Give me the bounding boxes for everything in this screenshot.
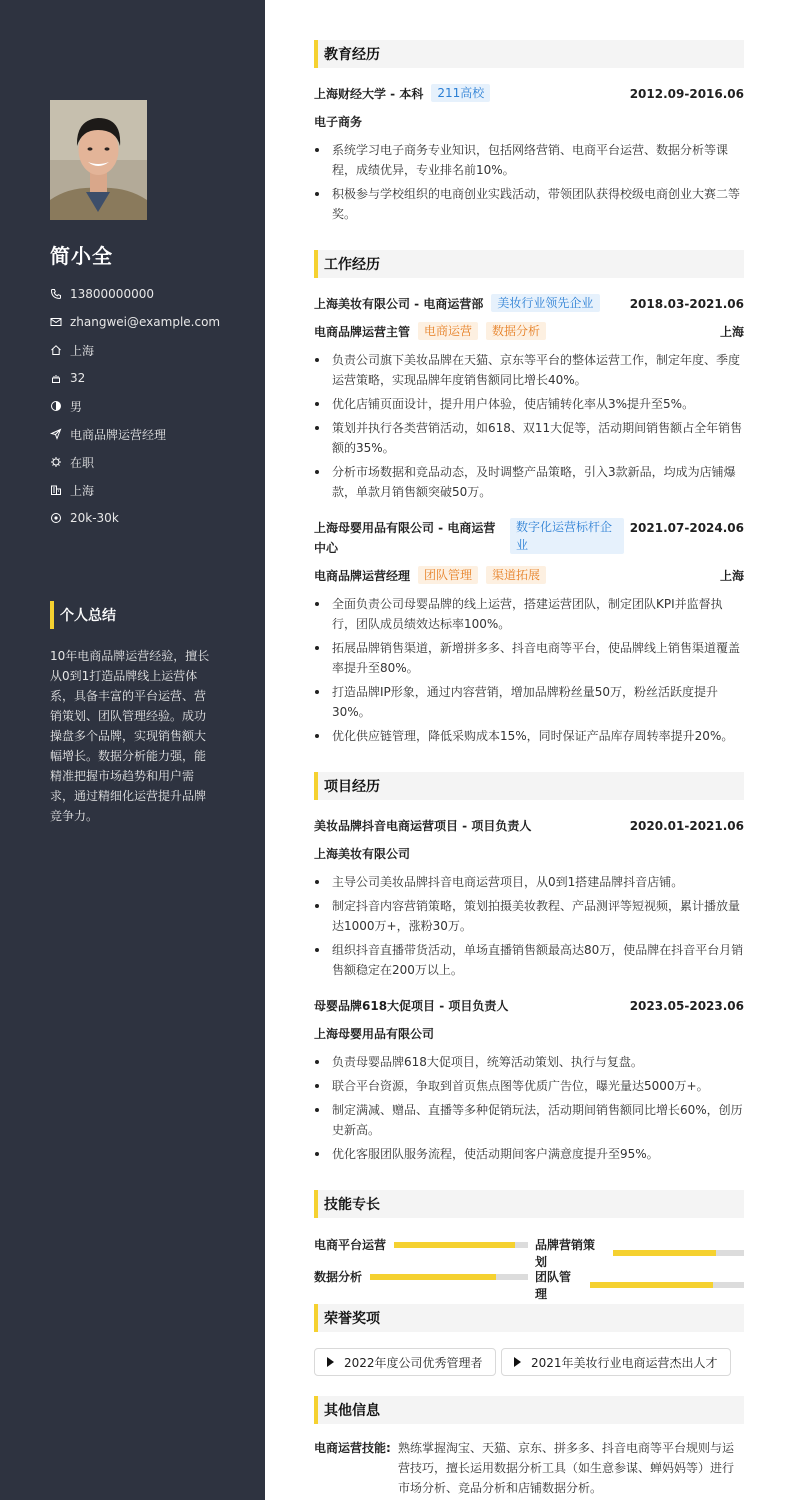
job-tag: 渠道拓展 — [486, 566, 546, 584]
location-value: 上海 — [70, 343, 95, 358]
skill-bar — [370, 1274, 528, 1280]
mail-icon — [50, 316, 62, 328]
company-tag: 数字化运营标杆企业 — [510, 518, 624, 554]
other-info — [314, 1438, 744, 1498]
skill-bar-fill — [590, 1282, 713, 1288]
contact-info — [50, 280, 255, 532]
list-item: 优化店铺页面设计，提升用户体验，使店铺转化率从3%提升至5%。 — [314, 394, 744, 414]
phone-icon — [50, 288, 62, 300]
projects-section-title: 项目经历 — [314, 772, 744, 800]
award-chip — [501, 1348, 731, 1376]
awards-section-title: 荣誉奖项 — [314, 1304, 744, 1332]
age-value: 32 — [70, 371, 86, 385]
skill-name: 数据分析 — [314, 1270, 363, 1284]
project-bullets — [314, 872, 744, 984]
education-section-title: 教育经历 — [314, 40, 744, 68]
list-item: 负责母婴品牌618大促项目，统筹活动策划、执行与复盘。 — [314, 1052, 744, 1072]
list-item: 制定满减、赠品、直播等多种促销玩法，活动期间销售额同比增长60%，创历史新高。 — [314, 1100, 744, 1140]
building-icon — [50, 484, 62, 496]
skill-bar — [613, 1250, 744, 1256]
project-name: 母婴品牌618大促项目 - 项目负责人 — [314, 999, 509, 1013]
job-position-row — [314, 566, 744, 586]
job-tag: 电商运营 — [418, 322, 478, 340]
skill-bar-fill — [613, 1250, 717, 1256]
list-item: 打造品牌IP形象，通过内容营销，增加品牌粉丝量50万，粉丝活跃度提升30%。 — [314, 682, 744, 722]
info-target-city — [50, 476, 255, 504]
info-status — [50, 448, 255, 476]
skill-item — [535, 1236, 744, 1270]
info-location — [50, 336, 255, 364]
school-name: 上海财经大学 - 本科 — [314, 87, 424, 101]
email-value: zhangwei@example.com — [70, 315, 221, 329]
work-section-title: 工作经历 — [314, 250, 744, 278]
job-header — [314, 294, 744, 314]
info-email — [50, 308, 255, 336]
project-bullets — [314, 1052, 744, 1168]
job-position-row — [314, 322, 744, 342]
job-bullets — [314, 350, 744, 506]
status-icon — [50, 456, 62, 468]
list-item: 主导公司美妆品牌抖音电商运营项目，从0到1搭建品牌抖音店铺。 — [314, 872, 744, 892]
project-name: 美妆品牌抖音电商运营项目 - 项目负责人 — [314, 819, 532, 833]
job-city: 上海 — [719, 569, 744, 583]
job-bullets — [314, 594, 744, 750]
list-item: 全面负责公司母婴品牌的线上运营，搭建运营团队，制定团队KPI并监督执行，团队成员绩效达标率100%。 — [314, 594, 744, 634]
summary-title: 个人总结 — [50, 601, 210, 629]
education-period: 2012.09-2016.06 — [629, 87, 744, 101]
project-header — [314, 996, 744, 1016]
info-salary — [50, 504, 255, 532]
job-period: 2018.03-2021.06 — [629, 297, 744, 311]
skill-bar — [590, 1282, 744, 1288]
skill-item — [535, 1268, 744, 1302]
other-section-title: 其他信息 — [314, 1396, 744, 1424]
other-label: 电商运营技能: — [314, 1441, 391, 1455]
job-tag: 数据分析 — [486, 322, 546, 340]
skills-section-title: 技能专长 — [314, 1190, 744, 1218]
list-item: 优化客服团队服务流程，使活动期间客户满意度提升至95%。 — [314, 1144, 744, 1164]
target-job-value: 电商品牌运营经理 — [70, 427, 167, 442]
other-text: 熟练掌握淘宝、天猫、京东、拼多多、抖音电商等平台规则与运营技巧，擅长运用数据分析工具（如生意参谋、蝉妈妈等）进行市场分析、竞品分析和店铺数据分析。 — [398, 1441, 735, 1495]
skill-name: 电商平台运营 — [314, 1238, 387, 1252]
cake-icon — [50, 372, 62, 384]
info-phone — [50, 280, 255, 308]
info-gender — [50, 392, 255, 420]
skill-bar-fill — [370, 1274, 496, 1280]
school-tag: 211高校 — [431, 84, 490, 102]
list-item: 负责公司旗下美妆品牌在天猫、京东等平台的整体运营工作，制定年度、季度运营策略，实现品牌年度销售额同比增长40%。 — [314, 350, 744, 390]
info-age — [50, 364, 255, 392]
triangle-icon — [327, 1357, 334, 1367]
gender-icon — [50, 400, 62, 412]
salary-icon — [50, 512, 62, 524]
project-period: 2023.05-2023.06 — [629, 999, 744, 1013]
job-period: 2021.07-2024.06 — [629, 521, 744, 535]
award-label: 2021年美妆行业电商运营杰出人才 — [531, 1355, 718, 1370]
company-tag: 美妆行业领先企业 — [491, 294, 600, 312]
award-chip — [314, 1348, 496, 1376]
candidate-name: 简小全 — [50, 244, 113, 268]
skill-item — [314, 1268, 528, 1285]
list-item: 系统学习电子商务专业知识，包括网络营销、电商平台运营、数据分析等课程，成绩优异，专业排名前10%。 — [314, 140, 744, 180]
gender-value: 男 — [70, 399, 83, 414]
phone-value: 13800000000 — [70, 287, 154, 301]
list-item: 优化供应链管理，降低采购成本15%，同时保证产品库存周转率提升20%。 — [314, 726, 744, 746]
list-item: 积极参与学校组织的电商创业实践活动，带领团队获得校级电商创业大赛二等奖。 — [314, 184, 744, 224]
job-header — [314, 518, 744, 558]
project-period: 2020.01-2021.06 — [629, 819, 744, 833]
home-icon — [50, 344, 62, 356]
sidebar — [0, 0, 265, 1500]
award-label: 2022年度公司优秀管理者 — [344, 1355, 483, 1370]
project-org: 上海母婴用品有限公司 — [314, 1027, 435, 1041]
job-position: 电商品牌运营主管 — [314, 325, 411, 339]
info-target-job — [50, 420, 255, 448]
skill-bar — [394, 1242, 528, 1248]
job-city: 上海 — [719, 325, 744, 339]
skill-bar-fill — [394, 1242, 515, 1248]
list-item: 拓展品牌销售渠道，新增拼多多、抖音电商等平台，使品牌线上销售渠道覆盖率提升至80%。 — [314, 638, 744, 678]
education-header — [314, 84, 744, 104]
job-company: 上海美妆有限公司 - 电商运营部 — [314, 297, 484, 311]
list-item: 联合平台资源，争取到首页焦点图等优质广告位，曝光量达5000万+。 — [314, 1076, 744, 1096]
target-city-value: 上海 — [70, 483, 95, 498]
education-bullets — [314, 140, 744, 228]
project-org: 上海美妆有限公司 — [314, 847, 411, 861]
avatar — [50, 100, 147, 220]
avatar-photo — [50, 100, 147, 220]
list-item: 制定抖音内容营销策略，策划拍摄美妆教程、产品测评等短视频，累计播放量达1000万+，涨粉30万。 — [314, 896, 744, 936]
summary-text: 10年电商品牌运营经验，擅长从0到1打造品牌线上运营体系，具备丰富的平台运营、营销策划、团队管理经验。成功操盘多个品牌，实现销售额大幅增长。数据分析能力强，能精准把握市场趋势和用户需求，通过精细化运营提升品牌竞争力。 — [50, 649, 210, 823]
skill-item — [314, 1236, 528, 1253]
skill-name: 团队管理 — [535, 1270, 572, 1301]
job-tag: 团队管理 — [418, 566, 478, 584]
list-item: 分析市场数据和竞品动态，及时调整产品策略，引入3款新品，均成为店铺爆款，单款月销售额突破50万。 — [314, 462, 744, 502]
status-value: 在职 — [70, 455, 95, 470]
project-header — [314, 816, 744, 836]
triangle-icon — [514, 1357, 521, 1367]
salary-value: 20k-30k — [70, 511, 119, 525]
job-position: 电商品牌运营经理 — [314, 569, 411, 583]
send-icon — [50, 428, 62, 440]
list-item: 策划并执行各类营销活动，如618、双11大促等，活动期间销售额占全年销售额的35%。 — [314, 418, 744, 458]
job-company: 上海母婴用品有限公司 - 电商运营中心 — [314, 521, 496, 555]
skill-name: 品牌营销策划 — [535, 1238, 596, 1269]
list-item: 组织抖音直播带货活动，单场直播销售额最高达80万，使品牌在抖音平台月销售额稳定在200万以上。 — [314, 940, 744, 980]
education-major: 电子商务 — [314, 115, 363, 129]
